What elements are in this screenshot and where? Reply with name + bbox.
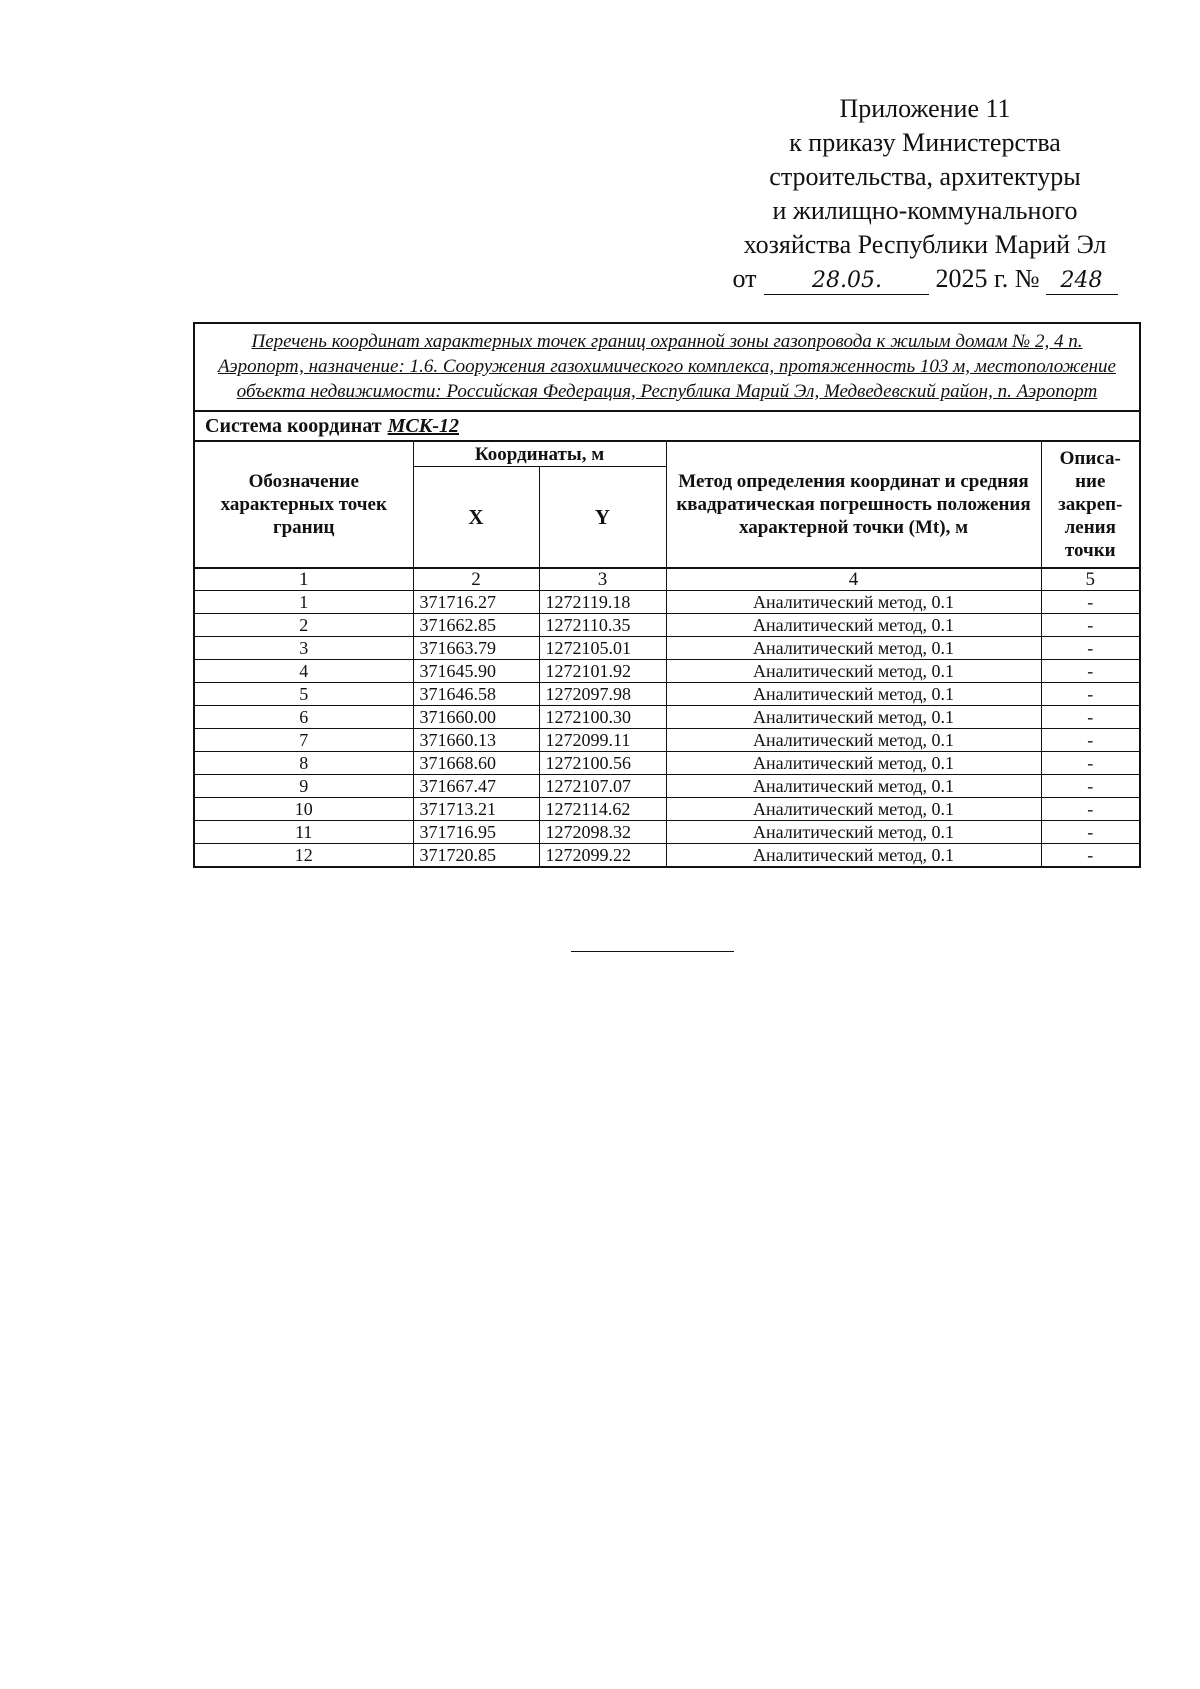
coordinates-table-frame [193, 322, 1141, 868]
table-row [195, 591, 1139, 614]
coordinate-system-value: МСК-12 [387, 415, 459, 437]
table-row [195, 798, 1139, 821]
cell-x: 371645.90 [413, 660, 539, 683]
cell-y: 1272101.92 [539, 660, 666, 683]
cell-y: 1272114.62 [539, 798, 666, 821]
cell-x: 371668.60 [413, 752, 539, 775]
cell-point: 10 [195, 798, 413, 821]
header-point-designation: Обозначение характерных точек границ [195, 442, 413, 569]
cell-y: 1272110.35 [539, 614, 666, 637]
cell-description: - [1041, 798, 1139, 821]
column-number: 1 [195, 568, 413, 591]
cell-description: - [1041, 844, 1139, 867]
appendix-line: хозяйства Республики Марий Эл [743, 230, 1107, 259]
cell-description: - [1041, 637, 1139, 660]
coordinates-table [195, 441, 1139, 866]
cell-y: 1272097.98 [539, 683, 666, 706]
end-separator-line [571, 951, 734, 952]
table-header-row [195, 442, 1139, 467]
cell-description: - [1041, 752, 1139, 775]
appendix-line: и жилищно-коммунального [772, 196, 1078, 225]
table-row [195, 706, 1139, 729]
cell-y: 1272099.11 [539, 729, 666, 752]
order-date-line [690, 262, 1160, 296]
cell-method: Аналитический метод, 0.1 [666, 729, 1041, 752]
cell-point: 5 [195, 683, 413, 706]
cell-x: 371663.79 [413, 637, 539, 660]
cell-y: 1272100.30 [539, 706, 666, 729]
cell-method: Аналитический метод, 0.1 [666, 683, 1041, 706]
cell-x: 371720.85 [413, 844, 539, 867]
header-description: Описа-ние закреп-ления точки [1041, 442, 1139, 569]
table-row [195, 614, 1139, 637]
column-number: 3 [539, 568, 666, 591]
cell-point: 6 [195, 706, 413, 729]
table-row [195, 844, 1139, 867]
from-label: от [732, 264, 757, 293]
cell-point: 12 [195, 844, 413, 867]
cell-method: Аналитический метод, 0.1 [666, 591, 1041, 614]
column-number: 4 [666, 568, 1041, 591]
handwritten-date: 28.05. [764, 268, 929, 295]
header-coordinates: Координаты, м [413, 442, 666, 467]
table-row [195, 683, 1139, 706]
table-row [195, 729, 1139, 752]
cell-method: Аналитический метод, 0.1 [666, 775, 1041, 798]
table-row [195, 752, 1139, 775]
table-row [195, 660, 1139, 683]
cell-method: Аналитический метод, 0.1 [666, 798, 1041, 821]
header-x: X [413, 467, 539, 569]
cell-y: 1272099.22 [539, 844, 666, 867]
header-method: Метод определения координат и средняя квадратическая погрешность положения характерной точки (Mt), м [666, 442, 1041, 569]
cell-y: 1272098.32 [539, 821, 666, 844]
column-number: 2 [413, 568, 539, 591]
cell-x: 371662.85 [413, 614, 539, 637]
cell-y: 1272119.18 [539, 591, 666, 614]
cell-description: - [1041, 706, 1139, 729]
cell-method: Аналитический метод, 0.1 [666, 821, 1041, 844]
cell-x: 371716.95 [413, 821, 539, 844]
cell-y: 1272105.01 [539, 637, 666, 660]
cell-method: Аналитический метод, 0.1 [666, 844, 1041, 867]
header-y: Y [539, 467, 666, 569]
cell-description: - [1041, 660, 1139, 683]
coordinate-system-label: Система координат [205, 415, 382, 437]
cell-point: 1 [195, 591, 413, 614]
cell-x: 371713.21 [413, 798, 539, 821]
table-row [195, 775, 1139, 798]
year-number-label: 2025 г. № [935, 264, 1040, 293]
cell-method: Аналитический метод, 0.1 [666, 614, 1041, 637]
cell-x: 371646.58 [413, 683, 539, 706]
table-row [195, 821, 1139, 844]
appendix-line: Приложение 11 [839, 94, 1011, 123]
cell-point: 9 [195, 775, 413, 798]
cell-x: 371660.13 [413, 729, 539, 752]
table-row [195, 637, 1139, 660]
cell-description: - [1041, 775, 1139, 798]
column-number-row [195, 568, 1139, 591]
appendix-line: к приказу Министерства [789, 128, 1061, 157]
cell-point: 11 [195, 821, 413, 844]
cell-method: Аналитический метод, 0.1 [666, 752, 1041, 775]
cell-point: 4 [195, 660, 413, 683]
list-title: Перечень координат характерных точек границ охранной зоны газопровода к жилым домам № 2, 4 п. Аэропорт, назначение: 1.6. Сооружения газохимического комплекса, протяженность 103 м, местоположение объекта недвижимости: Российская Федерация, Республика Марий Эл, Медведевский район, п. Аэропорт [195, 324, 1139, 412]
cell-x: 371660.00 [413, 706, 539, 729]
cell-point: 2 [195, 614, 413, 637]
coordinate-system [195, 412, 1139, 441]
cell-description: - [1041, 821, 1139, 844]
cell-y: 1272100.56 [539, 752, 666, 775]
appendix-line: строительства, архитектуры [769, 162, 1081, 191]
cell-x: 371716.27 [413, 591, 539, 614]
handwritten-order-number: 248 [1046, 268, 1118, 295]
cell-point: 7 [195, 729, 413, 752]
cell-description: - [1041, 683, 1139, 706]
cell-description: - [1041, 614, 1139, 637]
column-number: 5 [1041, 568, 1139, 591]
cell-point: 3 [195, 637, 413, 660]
cell-point: 8 [195, 752, 413, 775]
cell-x: 371667.47 [413, 775, 539, 798]
cell-y: 1272107.07 [539, 775, 666, 798]
appendix-header [690, 92, 1160, 296]
cell-description: - [1041, 729, 1139, 752]
cell-method: Аналитический метод, 0.1 [666, 660, 1041, 683]
cell-method: Аналитический метод, 0.1 [666, 637, 1041, 660]
cell-method: Аналитический метод, 0.1 [666, 706, 1041, 729]
cell-description: - [1041, 591, 1139, 614]
